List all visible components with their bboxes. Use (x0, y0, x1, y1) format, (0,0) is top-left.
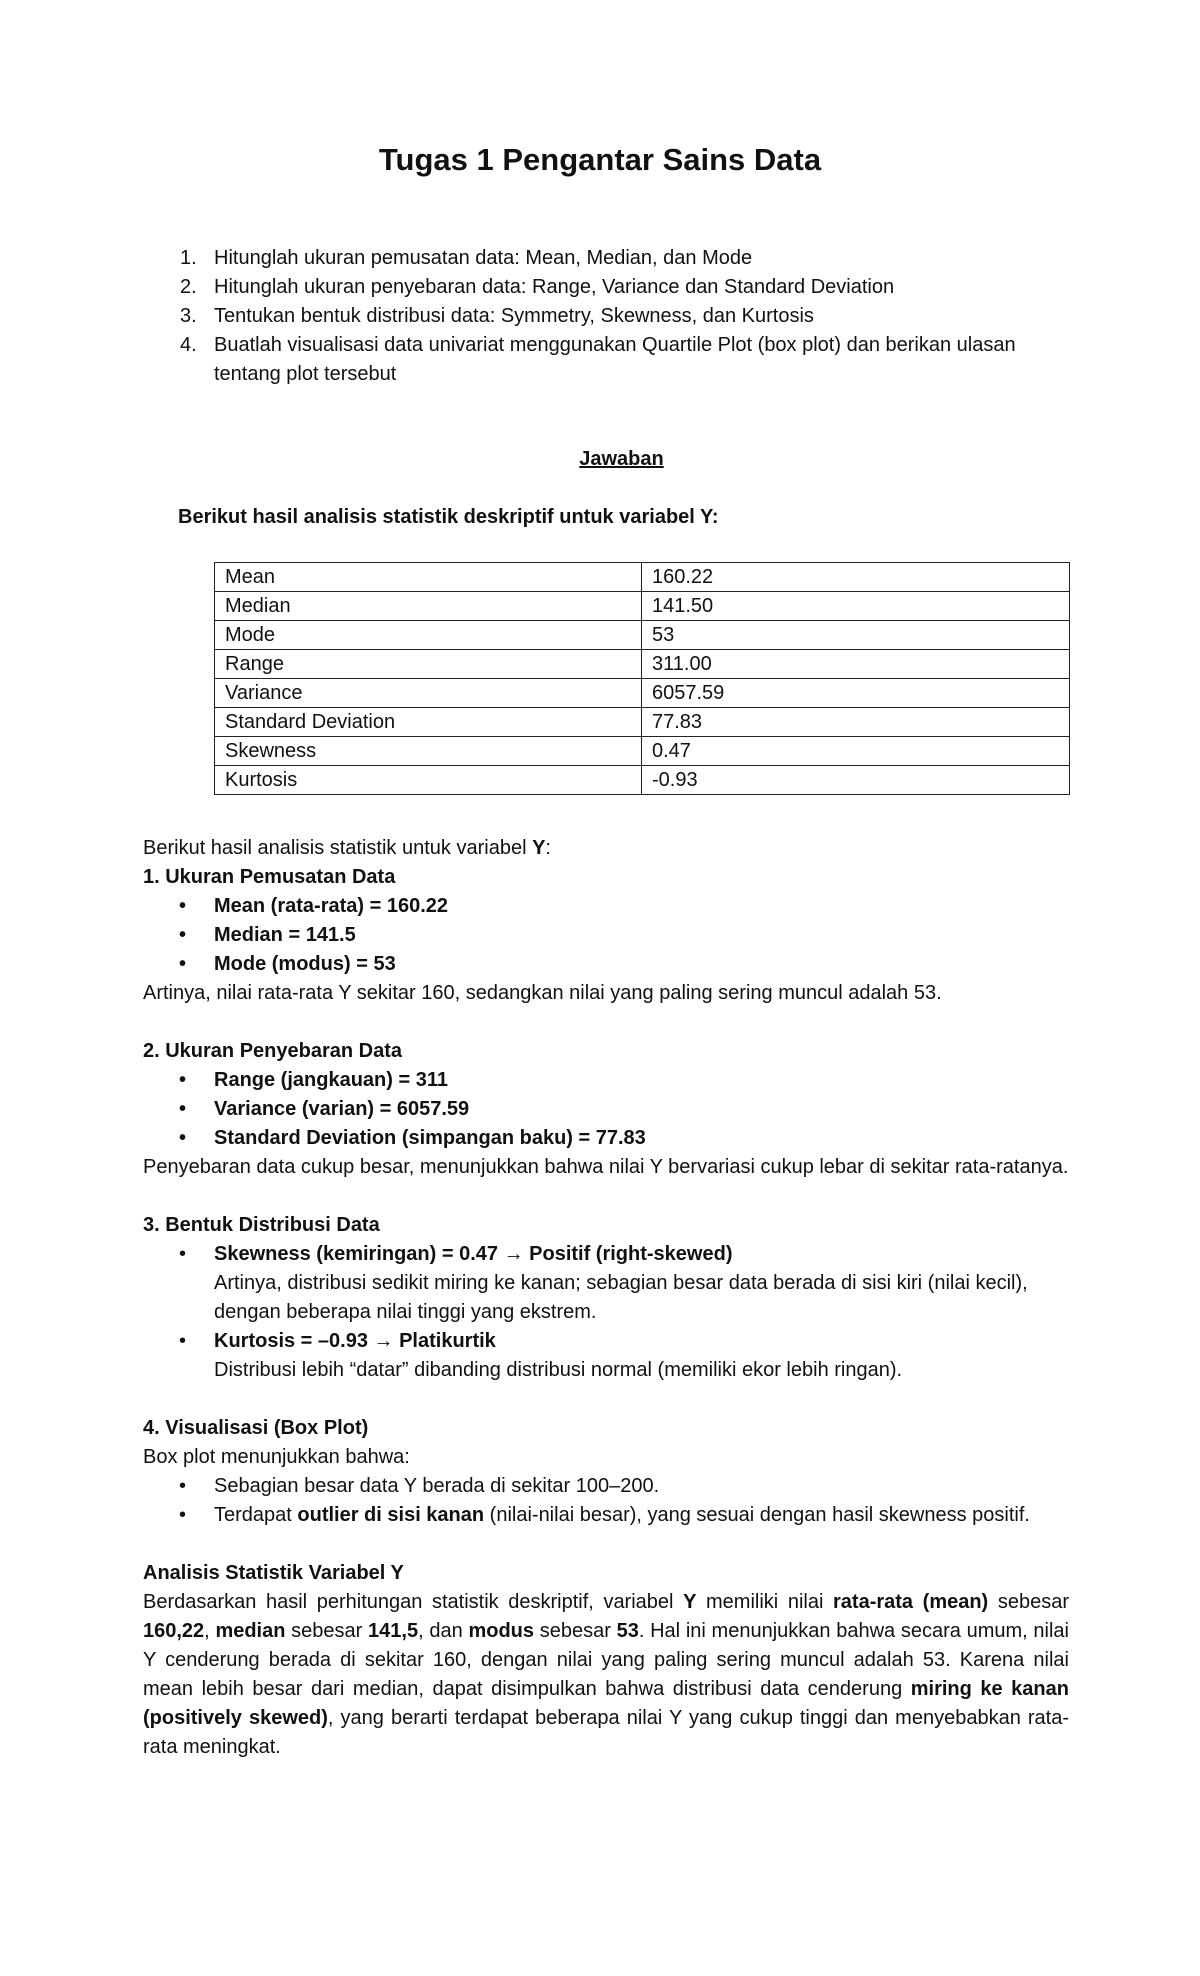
analysis-text: sebesar (285, 1620, 369, 1642)
table-row (215, 563, 1070, 592)
bullet-icon: • (179, 1069, 187, 1091)
task-number: 1. (180, 247, 197, 269)
stat-value: 0.47 (642, 737, 1070, 766)
list-item-text: Distribusi lebih “datar” dibanding distribusi normal (memiliki ekor lebih ringan). (214, 1359, 903, 1381)
analysis-paragraph (143, 1588, 1069, 1762)
bullet-icon: • (179, 1330, 187, 1352)
bullet-icon: • (179, 1243, 187, 1265)
stat-value: -0.93 (642, 766, 1070, 795)
analysis-text: . Hal ini menunjukkan bahwa secara umum, nilai Y cenderung berada di sekitar 160, dengan nilai yang paling sering muncul adalah 53. Karena nilai mean lebih besar dari median, dapat disimpulkan bahwa distribusi data cenderung (143, 1620, 1070, 1700)
spacer (143, 1385, 1069, 1414)
stats-table (214, 562, 1070, 795)
bullet-icon: • (179, 1504, 187, 1526)
stat-value: 141.50 (642, 592, 1070, 621)
stat-value: 311.00 (642, 650, 1070, 679)
list-item-emphasis: outlier di sisi kanan (297, 1504, 485, 1526)
table-row (215, 708, 1070, 737)
analysis-emphasis: median (215, 1620, 286, 1642)
stat-label: Mode (215, 621, 642, 650)
stat-label: Kurtosis (215, 766, 642, 795)
list-item-text: Artinya, distribusi sedikit miring ke kanan; sebagian besar data berada di sisi kiri (nilai kecil), dengan beberapa nilai tinggi yang ekstrem. (214, 1272, 1028, 1323)
task-text: Tentukan bentuk distribusi data: Symmetry, Skewness, dan Kurtosis (214, 305, 814, 327)
list-item (143, 1472, 1069, 1501)
section-heading: Analisis Statistik Variabel Y (143, 1562, 404, 1584)
table-row (215, 766, 1070, 795)
list-item-text: Variance (varian) = 6057.59 (214, 1098, 470, 1120)
task-text: Buatlah visualisasi data univariat menggunakan Quartile Plot (box plot) dan berikan ulasan tentang plot tersebut (214, 334, 1016, 385)
summary-intro-var: Y (532, 837, 546, 859)
list-item-text: Mean (rata-rata) = 160.22 (214, 895, 449, 917)
task-list (180, 244, 1040, 389)
bullet-list (143, 1240, 1069, 1385)
task-text: Hitunglah ukuran penyebaran data: Range, Variance dan Standard Deviation (214, 276, 895, 298)
list-item-text: Standard Deviation (simpangan baku) = 77.83 (214, 1127, 646, 1149)
answer-heading: Jawaban (579, 448, 664, 470)
task-item (180, 244, 1040, 273)
stat-label: Mean (215, 563, 642, 592)
analysis-text: sebesar (988, 1591, 1069, 1613)
bullet-icon: • (179, 1475, 187, 1497)
analysis-emphasis: Y (683, 1591, 697, 1613)
analysis-text: , (204, 1620, 216, 1642)
list-item-text: Mode (modus) = 53 (214, 953, 396, 975)
analysis-text: memiliki nilai (696, 1591, 834, 1613)
stat-label: Range (215, 650, 642, 679)
stats-intro: Berikut hasil analisis statistik deskriptif untuk variabel Y: (178, 506, 719, 528)
task-number: 2. (180, 276, 197, 298)
section-heading: 2. Ukuran Penyebaran Data (143, 1040, 402, 1062)
list-item-text: Terdapat (214, 1504, 298, 1526)
document-body (143, 834, 1069, 1762)
stat-label: Median (215, 592, 642, 621)
summary-intro-end: : (545, 837, 551, 859)
list-item (143, 892, 1069, 921)
analysis-text: sebesar (534, 1620, 617, 1642)
analysis-emphasis: 160,22 (143, 1620, 205, 1642)
list-item (143, 1327, 1069, 1385)
list-item (143, 921, 1069, 950)
bullet-list (143, 1066, 1069, 1153)
stat-label: Variance (215, 679, 642, 708)
task-number: 4. (180, 334, 197, 356)
stat-label: Skewness (215, 737, 642, 766)
spacer (143, 1182, 1069, 1211)
analysis-text: , yang berarti terdapat beberapa nilai Y yang cukup tinggi dan menyebabkan rata-rata meningkat. (143, 1707, 1069, 1758)
list-item-text: Sebagian besar data Y berada di sekitar 100–200. (214, 1475, 660, 1497)
analysis-emphasis: rata-rata (mean) (833, 1591, 989, 1613)
list-item-text: Median = 141.5 (214, 924, 356, 946)
section-heading: 4. Visualisasi (Box Plot) (143, 1417, 369, 1439)
task-text: Hitunglah ukuran pemusatan data: Mean, Median, dan Mode (214, 247, 753, 269)
list-item (143, 1501, 1069, 1530)
table-row (215, 592, 1070, 621)
list-item (143, 950, 1069, 979)
section-lead: Box plot menunjukkan bahwa: (143, 1446, 410, 1468)
table-row (215, 621, 1070, 650)
task-number: 3. (180, 305, 197, 327)
section-note: Penyebaran data cukup besar, menunjukkan bahwa nilai Y bervariasi cukup lebar di sekitar rata-ratanya. (143, 1156, 1069, 1178)
stat-value: 77.83 (642, 708, 1070, 737)
section-heading: 3. Bentuk Distribusi Data (143, 1214, 380, 1236)
stat-value: 6057.59 (642, 679, 1070, 708)
analysis-emphasis: miring ke kanan (positively skewed) (143, 1678, 1069, 1729)
task-item (180, 302, 1040, 331)
analysis-text: Berdasarkan hasil perhitungan statistik deskriptif, variabel (143, 1591, 684, 1613)
bullet-icon: • (179, 895, 187, 917)
analysis-text: , dan (418, 1620, 469, 1642)
bullet-list (143, 1472, 1069, 1530)
bullet-icon: • (179, 953, 187, 975)
list-item (143, 1240, 1069, 1327)
summary-intro-text: Berikut hasil analisis statistik untuk variabel (143, 837, 533, 859)
bullet-icon: • (179, 924, 187, 946)
spacer (143, 1530, 1069, 1559)
list-item (143, 1124, 1069, 1153)
bullet-icon: • (179, 1127, 187, 1149)
document-title: Tugas 1 Pengantar Sains Data (378, 142, 822, 177)
stat-value: 53 (642, 621, 1070, 650)
analysis-emphasis: 141,5 (368, 1620, 419, 1642)
stat-value: 160.22 (642, 563, 1070, 592)
task-item (180, 273, 1040, 302)
list-item (143, 1095, 1069, 1124)
bullet-list (143, 892, 1069, 979)
table-row (215, 737, 1070, 766)
section-heading: 1. Ukuran Pemusatan Data (143, 866, 396, 888)
stat-label: Standard Deviation (215, 708, 642, 737)
bullet-icon: • (179, 1098, 187, 1120)
list-item-text: (nilai-nilai besar), yang sesuai dengan hasil skewness positif. (484, 1504, 1030, 1526)
summary-intro (143, 834, 1069, 863)
spacer (143, 1008, 1069, 1037)
list-item-title: Kurtosis = –0.93 → Platikurtik (214, 1330, 496, 1352)
list-item-title: Skewness (kemiringan) = 0.47 → Positif (right-skewed) (214, 1243, 733, 1265)
table-row (215, 679, 1070, 708)
list-item (143, 1066, 1069, 1095)
task-item (180, 331, 1040, 389)
section-note: Artinya, nilai rata-rata Y sekitar 160, sedangkan nilai yang paling sering muncul adalah 53. (143, 982, 942, 1004)
list-item-text: Range (jangkauan) = 311 (214, 1069, 448, 1091)
analysis-emphasis: 53 (616, 1620, 639, 1642)
table-row (215, 650, 1070, 679)
analysis-emphasis: modus (468, 1620, 535, 1642)
